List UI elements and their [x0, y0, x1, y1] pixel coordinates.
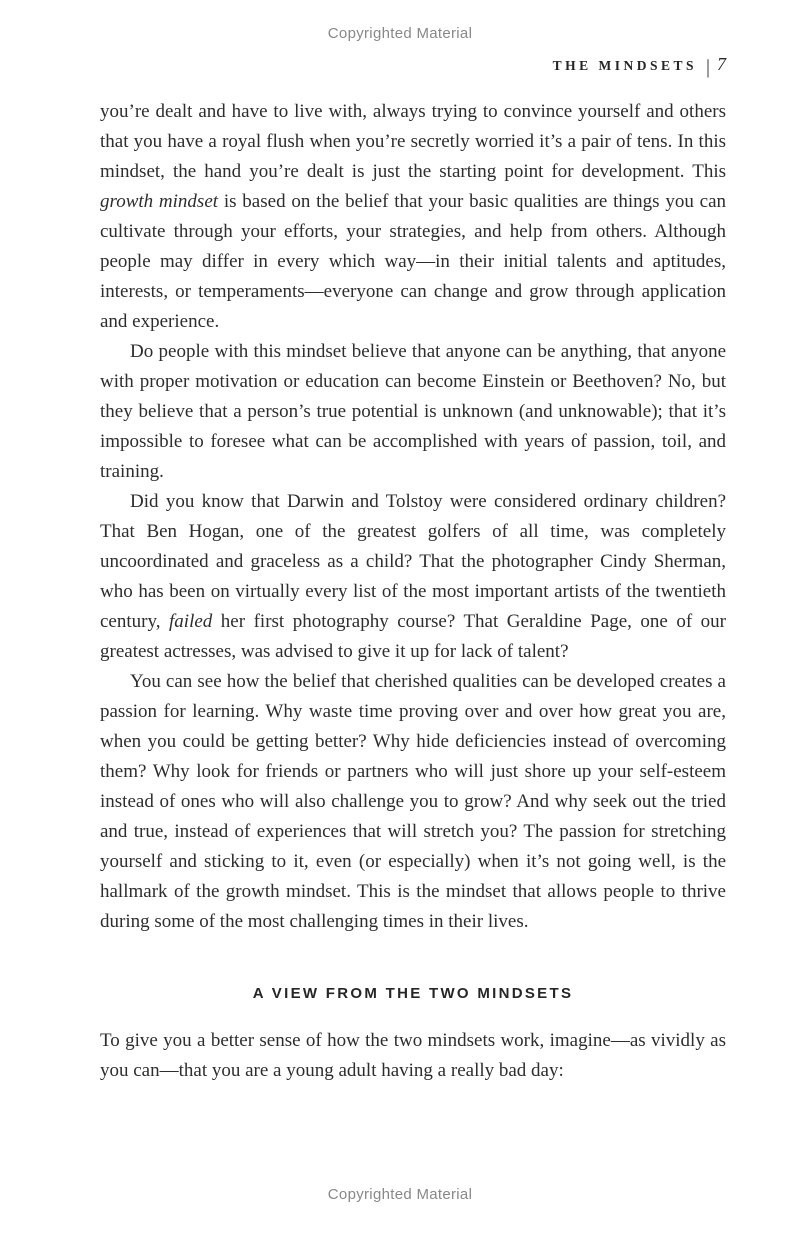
section-heading: A VIEW FROM THE TWO MINDSETS	[252, 985, 574, 1002]
paragraph-3: Did you know that Darwin and Tolstoy were considered ordinary children? That Ben Hogan, one of the greatest golfers of all time, was completely uncoordinated and graceless as a child? That the photographer Cindy Sherman, who has been on virtually every list of the most important artists of the twentieth century, failed her first photography course? That Geraldine Page, one of our greatest actresses, was advised to give it up for lack of talent?	[100, 491, 727, 662]
page-header	[553, 54, 726, 79]
paragraph-5: To give you a better sense of how the two mindsets work, imagine—as vividly as you can—that you are a young adult having a really bad day:	[100, 1030, 726, 1081]
copyright-notice-top: Copyrighted Material	[327, 25, 473, 42]
page-number: 7	[717, 54, 726, 74]
paragraph-4: You can see how the belief that cherished qualities can be developed creates a passion for learning. Why waste time proving over and over how great you are, when you could be getting better? Why hide deficiencies instead of overcoming them? Why look for friends or partners who will just shore up your self-esteem instead of ones who will also challenge you to grow? And why seek out the tried and true, instead of experiences that will stretch you? The passion for stretching yourself and sticking to it, even (or especially) when it’s not going well, is the hallmark of the growth mindset. This is the mindset that allows people to thrive during some of the most challenging times in their lives.	[100, 671, 726, 932]
header-separator: |	[705, 56, 710, 78]
paragraph-2: Do people with this mindset believe that anyone can be anything, that anyone with proper motivation or education can become Einstein or Beethoven? No, but they believe that a person’s true potential is unknown (and unknowable); that it’s impossible to foresee what can be accomplished with years of passion, toil, and training.	[100, 341, 726, 482]
paragraph-1: you’re dealt and have to live with, always trying to convince yourself and others that you have a royal flush when you’re secretly worried it’s a pair of tens. In this mindset, the hand you’re dealt is just the starting point for development. This growth mindset is based on the belief that your basic qualities are things you can cultivate through your efforts, your strategies, and help from others. Although people may differ in every which way—in their initial talents and aptitudes, interests, or temperaments—everyone can change and grow through application and experience.	[100, 101, 727, 332]
copyright-notice-bottom: Copyrighted Material	[327, 1186, 473, 1203]
running-head-title: THE MINDSETS	[552, 58, 697, 73]
body-text-column	[100, 97, 726, 1086]
